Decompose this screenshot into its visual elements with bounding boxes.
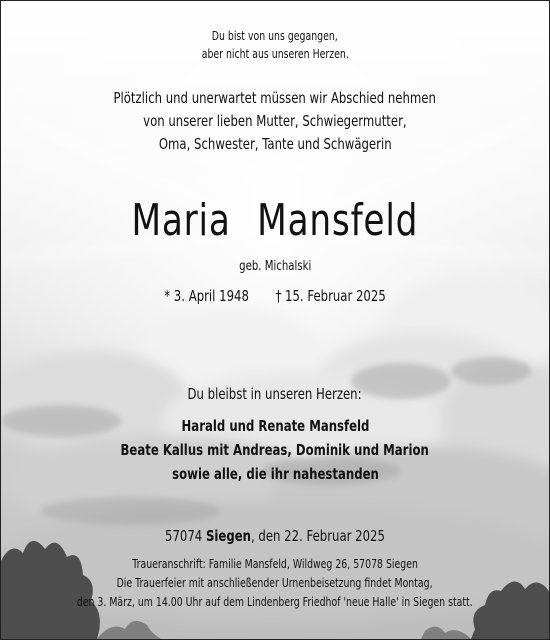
- remembrance-line: Du bleibst in unseren Herzen:: [187, 385, 362, 403]
- life-dates: [1, 287, 549, 305]
- mourning-address: Traueranschrift: Familie Mansfeld, Wildweg 26, 57078 Siegen: [132, 557, 418, 571]
- mourners-line-1: Harald und Renate Mansfeld: [181, 417, 369, 435]
- announcement-line-3: Oma, Schwester, Tante und Schwägerin: [158, 135, 392, 153]
- maiden-name: geb. Michalski: [238, 259, 312, 274]
- deceased-first-name: Maria: [131, 195, 231, 246]
- notice-text: [1, 1, 549, 639]
- deceased-name: [1, 195, 549, 246]
- date: , den 22. Februar 2025: [251, 527, 385, 545]
- intro-line-1: Du bist von uns gegangen,: [212, 29, 338, 43]
- announcement-line-1: Plötzlich und unerwartet müssen wir Abschied nehmen: [113, 89, 437, 107]
- city: Siegen: [205, 527, 252, 545]
- mourners-line-3: sowie alle, die ihr nahestanden: [171, 465, 379, 483]
- mourners-line-2: Beate Kallus mit Andreas, Dominik und Marion: [120, 441, 430, 459]
- intro-line-2: aber nicht aus unseren Herzen.: [201, 47, 349, 61]
- postcode: 57074: [165, 527, 203, 545]
- ceremony-line-2: den 3. März, um 14.00 Uhr auf dem Lindenberg Friedhof 'neue Halle' in Siegen statt.: [77, 595, 473, 609]
- place-date-line: [1, 527, 549, 545]
- announcement-line-2: von unserer lieben Mutter, Schwiegermutter,: [143, 112, 407, 130]
- ceremony-line-1: Die Trauerfeier mit anschließender Urnenbeisetzung findet Montag,: [117, 576, 433, 590]
- death-date: † 15. Februar 2025: [275, 287, 386, 305]
- deceased-last-name: Mansfeld: [257, 195, 419, 246]
- birth-date: * 3. April 1948: [164, 287, 249, 305]
